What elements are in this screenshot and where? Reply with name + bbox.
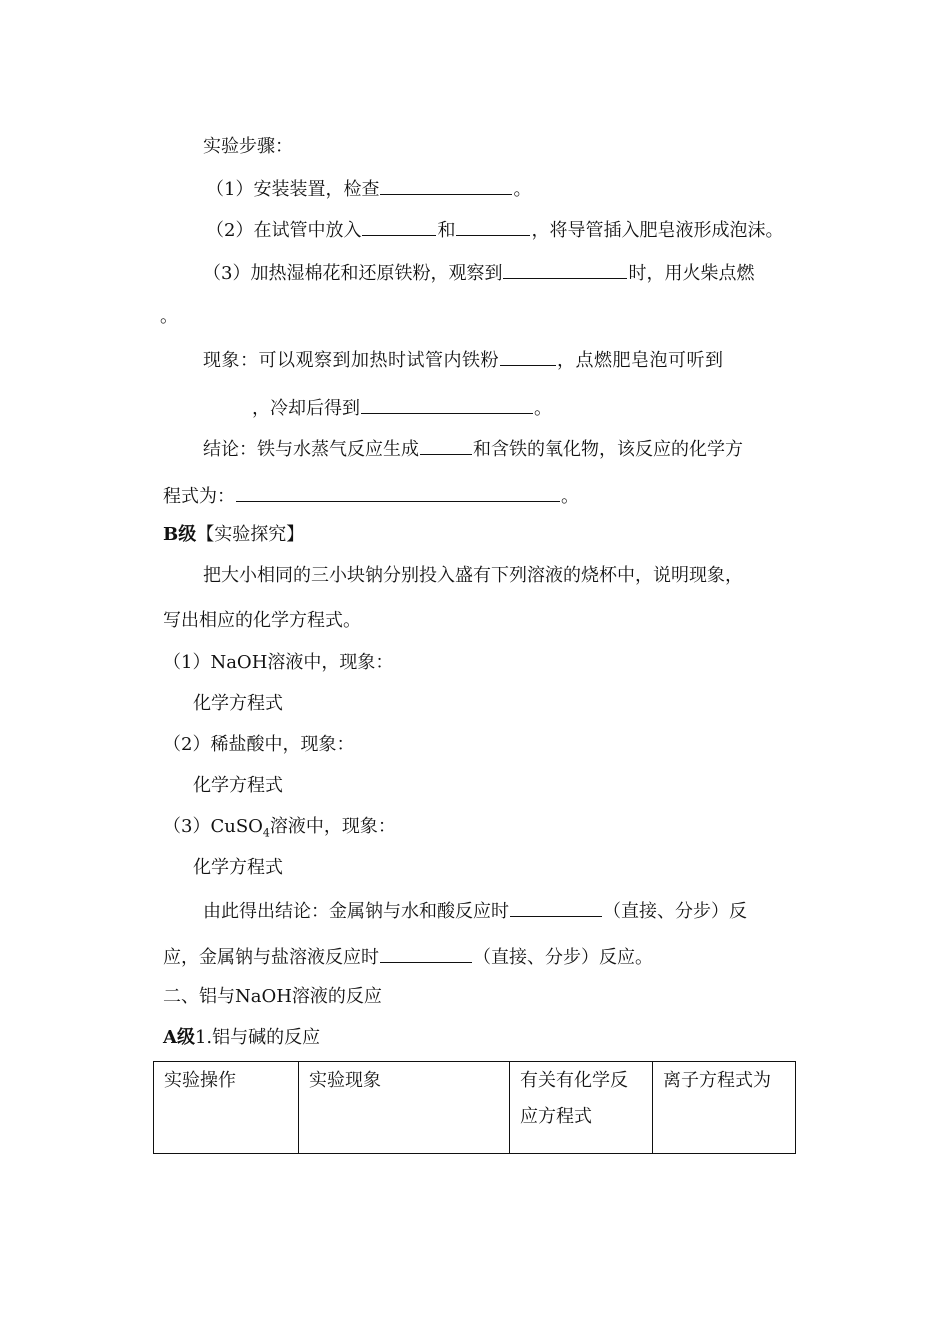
step-1-blank[interactable]: [380, 176, 512, 195]
al-reaction-table: [153, 1061, 796, 1154]
section-al-level: A级: [163, 1027, 195, 1048]
section-b-intro-2: 写出相应的化学方程式。: [163, 610, 361, 631]
conclusion-end: 。: [561, 486, 579, 507]
section-b-item-1: （1）NaOH溶液中，现象：: [163, 652, 394, 673]
section-b-item-2: （2）稀盐酸中，现象：: [163, 734, 355, 755]
step-2: [206, 217, 783, 242]
phenomenon-2: [252, 395, 552, 420]
section-b-conclusion-text: 由此得出结论：金属钠与水和酸反应时: [203, 901, 509, 922]
section-b-conclusion-2: [163, 944, 653, 969]
step-1: [206, 176, 531, 201]
conclusion-text-2: 和含铁的氧化物，该反应的化学方: [473, 439, 743, 460]
phenomenon-text: 现象：可以观察到加热时试管内铁粉: [203, 350, 499, 371]
conclusion-1: [203, 436, 743, 461]
step-3-blank[interactable]: [503, 260, 627, 279]
section-b-label: [163, 524, 304, 546]
section-b-conclusion-1: [203, 898, 747, 923]
phenomenon-text-3: ，冷却后得到: [252, 398, 360, 419]
section-b-item-3-rest: 溶液中，现象：: [269, 816, 396, 837]
step-2-and: 和: [437, 220, 456, 241]
section-al-title: 二、铝与NaOH溶液的反应: [163, 986, 382, 1007]
table-header-phenomenon: 实验现象: [299, 1062, 510, 1154]
table-header-operation: 实验操作: [154, 1062, 299, 1154]
phenomenon-blank-1[interactable]: [500, 347, 556, 366]
section-b-conclusion-blank-2[interactable]: [380, 944, 472, 963]
section-b-item-3-text: （3）CuSO: [163, 816, 263, 837]
step-3-text: （3）加热湿棉花和还原铁粉，观察到: [203, 263, 503, 284]
steps-heading: 实验步骤：: [203, 136, 293, 157]
section-b-eq-1: 化学方程式: [193, 693, 283, 714]
step-1-end: 。: [513, 179, 532, 200]
section-b-title: 【实验探究】: [196, 524, 305, 545]
conclusion-2: [163, 483, 579, 508]
section-b-eq-3: 化学方程式: [193, 857, 283, 878]
section-b-intro-1: 把大小相同的三小块钠分别投入盛有下列溶液的烧杯中，说明现象，: [203, 565, 743, 586]
step-3: [203, 260, 754, 285]
section-al-label: [163, 1027, 320, 1049]
section-b-item-3-sub: 4: [262, 826, 270, 840]
step-2-end: ，将导管插入肥皂液形成泡沫。: [531, 220, 784, 241]
conclusion-blank-1[interactable]: [420, 436, 472, 455]
phenomenon-text-2: ，点燃肥皂泡可听到: [557, 350, 724, 371]
section-b-conclusion-text-2: （直接、分步）反: [603, 901, 747, 922]
section-b-eq-2: 化学方程式: [193, 775, 283, 796]
conclusion-text-3: 程式为：: [163, 486, 235, 507]
section-b-item-3: [163, 816, 396, 845]
section-b-level: B级: [163, 524, 197, 545]
step-2-blank-2[interactable]: [456, 217, 530, 236]
phenomenon-blank-2[interactable]: [361, 395, 533, 414]
step-2-blank-1[interactable]: [362, 217, 436, 236]
section-b-conclusion-blank-1[interactable]: [510, 898, 602, 917]
step-2-text: （2）在试管中放入: [206, 220, 362, 241]
section-al-subtitle: 1.铝与碱的反应: [194, 1027, 321, 1048]
table-row: [154, 1062, 796, 1154]
table-header-equation: 有关有化学反 应方程式: [510, 1062, 653, 1154]
table-header-ionic: 离子方程式为: [653, 1062, 796, 1154]
section-b-conclusion-text-4: （直接、分步）反应。: [473, 947, 653, 968]
conclusion-blank-2[interactable]: [236, 483, 560, 502]
step-1-text: （1）安装装置，检查: [206, 179, 380, 200]
step-3-period: 。: [160, 306, 178, 327]
conclusion-text: 结论：铁与水蒸气反应生成: [203, 439, 419, 460]
phenomenon-1: [203, 347, 724, 372]
phenomenon-end: 。: [534, 398, 552, 419]
section-b-conclusion-text-3: 应，金属钠与盐溶液反应时: [163, 947, 379, 968]
step-3-end: 时，用火柴点燃: [628, 263, 755, 284]
